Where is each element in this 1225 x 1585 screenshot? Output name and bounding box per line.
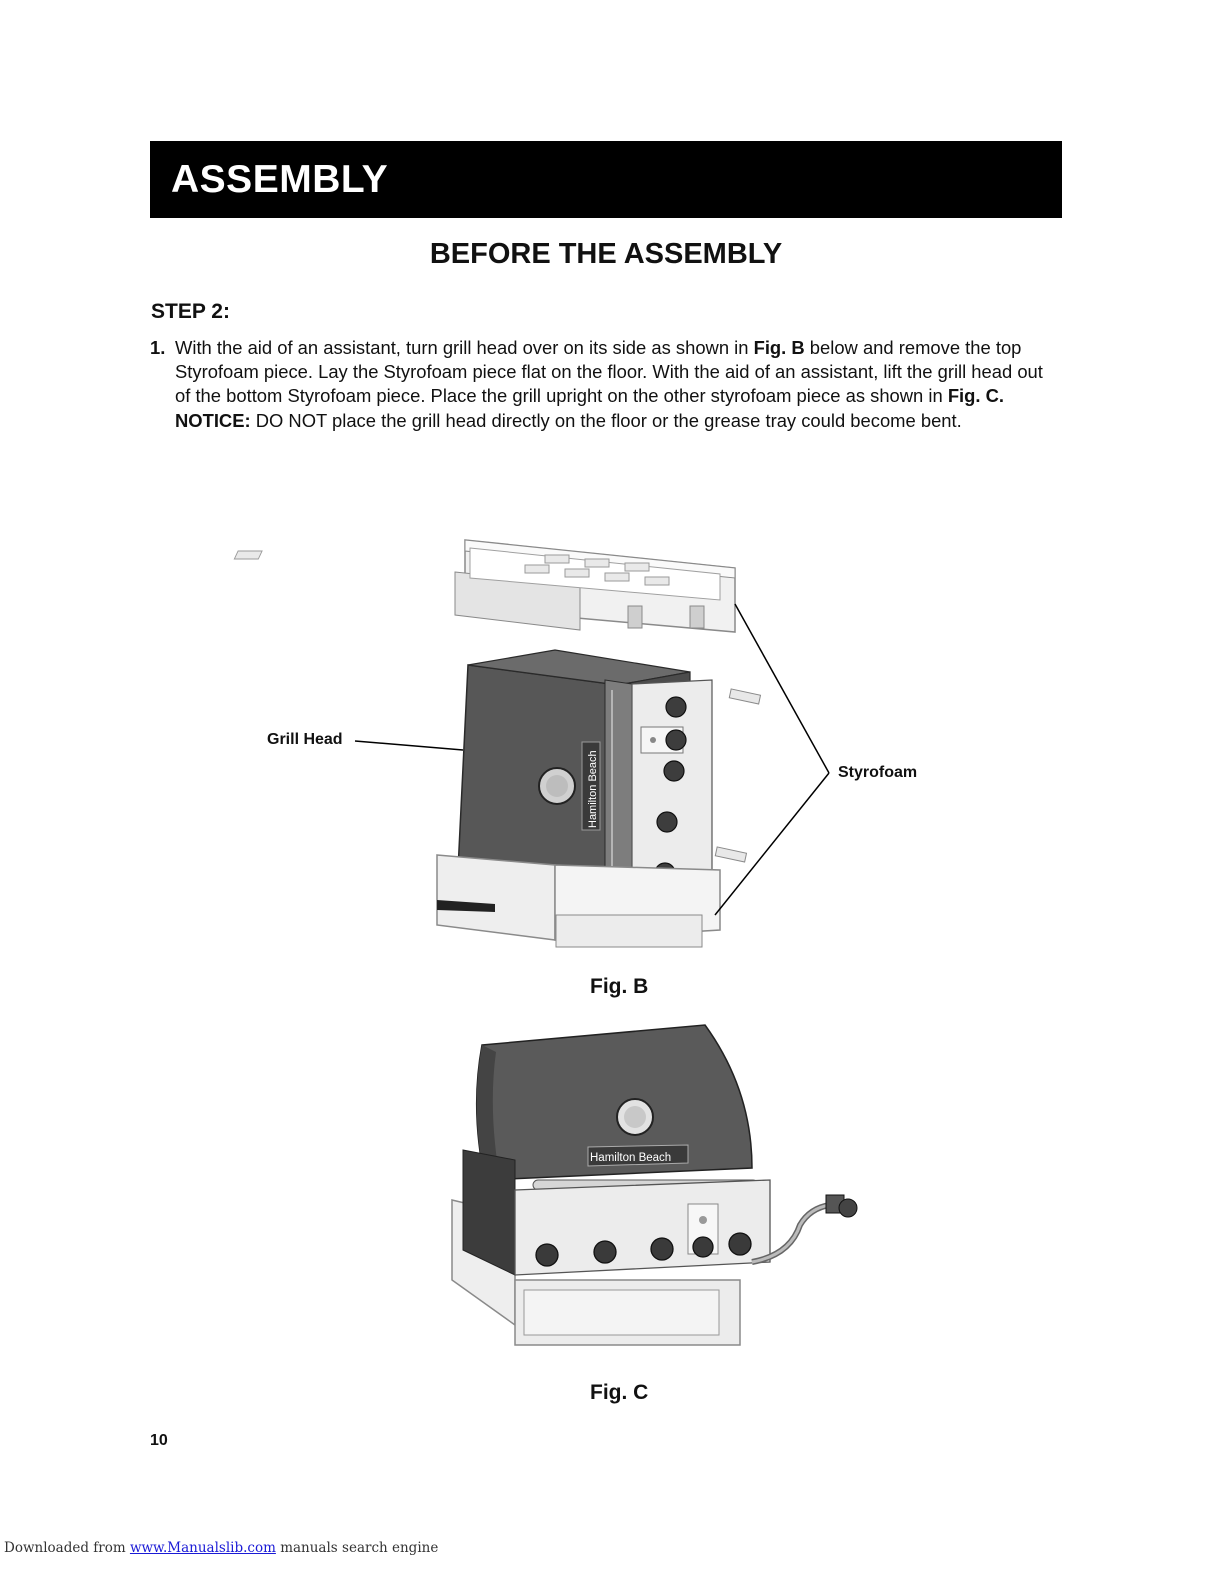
- instruction-text-part-1: With the aid of an assistant, turn grill head over on its side as shown in: [175, 337, 754, 358]
- grill-head-callout: Grill Head: [267, 731, 343, 748]
- footer-prefix: Downloaded from: [4, 1540, 130, 1556]
- manualslib-link[interactable]: www.Manualslib.com: [129, 1540, 276, 1556]
- figure-c-illustration: [452, 1025, 857, 1345]
- download-footer: [4, 1540, 438, 1556]
- grill-brand-label-fig-c: Hamilton Beach: [590, 1152, 672, 1164]
- fig-b-reference: Fig. B: [753, 337, 805, 358]
- fig-c-reference: Fig. C.: [947, 385, 1005, 407]
- footer-suffix: manuals search engine: [275, 1540, 439, 1556]
- styrofoam-bottom-piece: [437, 855, 720, 947]
- instruction-number: 1.: [150, 337, 166, 358]
- grill-brand-label-fig-b: Hamilton Beach: [587, 750, 599, 828]
- instruction-text-part-2: below and remove the top Styrofoam piece. Lay the Styrofoam piece flat on the floor. With the aid of an assistant, lift the grill head out of the bottom Styrofoam piece. Place the grill upright on the other styrofoam piece as shown in: [175, 337, 1043, 407]
- styrofoam-top-piece: [234, 540, 735, 632]
- styrofoam-callout: Styrofoam: [838, 764, 918, 781]
- page-subtitle: BEFORE THE ASSEMBLY: [429, 238, 783, 270]
- notice-text: DO NOT place the grill head directly on the floor or the grease tray could become bent.: [250, 409, 962, 431]
- section-title: ASSEMBLY: [171, 158, 389, 201]
- fig-b-caption: Fig. B: [590, 975, 649, 998]
- notice-label: NOTICE:: [175, 409, 251, 431]
- page-number: 10: [150, 1432, 168, 1449]
- step-heading: STEP 2:: [151, 300, 230, 323]
- fig-c-caption: Fig. C: [590, 1381, 649, 1404]
